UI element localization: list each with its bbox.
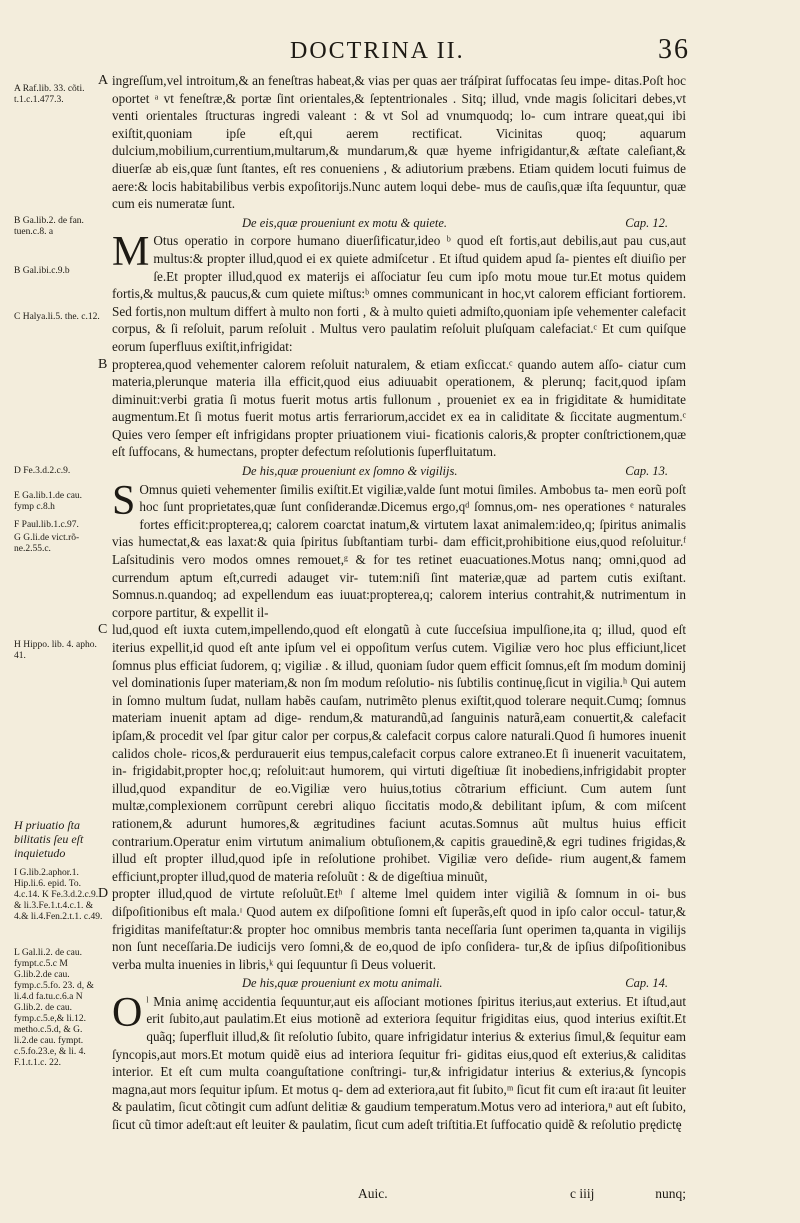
chapter-12-heading bbox=[112, 215, 686, 233]
margin-note-b2: B Gal.ibi.c.9.b bbox=[14, 266, 70, 276]
paragraph-3 bbox=[98, 356, 686, 462]
paragraph-5 bbox=[98, 621, 686, 885]
margin-note-b1: B Ga.lib.2. de fan. tuen.c.8. a bbox=[14, 216, 84, 237]
letter-marker-c: C bbox=[98, 622, 108, 638]
chapter-13-heading bbox=[112, 463, 686, 481]
paragraph-6 bbox=[98, 885, 686, 973]
paragraph-1-text: ingreſſum,vel introitum,& an feneſtras habeat,& vias per quas aer tráſpirat ſuffocatas ſeu impe- ditas.Poſt hoc oportet ᵃ vt feneſtræ,& portæ ſint orientales,& ſeptentrionales . Sitq; illud, vnde magis ſolicitari debes,vt venti orientales ſtructuras ingredi valeant : & vt Sol ad vnumquodq; lo- cum intrare queat,qui ibi exiſtit,quoniam ipſe eſt,qui aerem rectificat. Vicinitas quoq; aquarum dulcium,mobilium,currentium,multarum,& mundarum,& quæ hyeme infrigidantur,& æſtate caleſiant,& diuerſæ ab eis,quæ ſunt ſtantes, eſt res conueniens , & adiutorium præbens. Etiam quidem locuti fuimus de aere:& locis habitabilibus verbis expoſitorijs.Nunc autem loqui debe- mus de cauſis,quæ iſta ſequuntur, quæ cum eis numeratæ ſunt. bbox=[112, 73, 686, 212]
margin-note-c: C Halya.li.5. the. c.12. bbox=[14, 312, 100, 322]
paragraph-7 bbox=[112, 989, 686, 1134]
paragraph-4-text: Omnus quieti vehementer ſimilis exiſtit.Et vigiliæ,valde ſunt motui ſimiles. Ambobus ta- men eorũ poſt hoc ſunt proprietates,quæ ſunt conſiderandæ.Dicemus ergo,qᵈ ſomnus,om- nes operationes ᵉ naturales fortes efficit:propterea,q; calorem coarctat inatum,& virtutem laxat animalem:ideo,q; ſpiritus animalis vias humectat,& eas laxat:& quia ſpiritus ſubſtantiam turbi- dam efficit,prohibitione eius,quod reſoluitur.ᶠ Laſsitudinis vero modos omnes remouet,ᵍ & for tes retinet euacuationes.Motus nanq; omni,quod ad currendum aptum eſt,curredi adauget vir- tutem:niſi ſint materiæ,quæ ad partem cutis exiſtant. Somnus.n.quandoq; ad expellendum eas iuuat:propterea,q; calorem interius contrahit,& nutrimentum in corpore partitur, & expellit il- bbox=[112, 481, 686, 620]
margin-note-h-italic: H priuatio ſta bilitatis ſeu eſt inquietudo bbox=[14, 818, 84, 860]
signature-mark: c iiij bbox=[570, 1186, 595, 1201]
chapter-14-number: Cap. 14. bbox=[625, 976, 668, 991]
letter-marker-b: B bbox=[98, 356, 108, 372]
dropcap-s: S bbox=[112, 477, 136, 524]
catchword-left: Auic. bbox=[358, 1186, 388, 1201]
running-title: DOCTRINA II. bbox=[290, 38, 465, 64]
margin-note-i-k: I G.lib.2.aphor.1. Hip.li.6. epid. To. 4.c.14. K Fe.3.d.2.c.9. & li.3.Fe.1.t.4.c.1. & 4.& li.4.Fen.2.t.1. c.49. bbox=[14, 868, 103, 922]
margin-note-d: D Fe.3.d.2.c.9. bbox=[14, 466, 71, 476]
letter-marker-d: D bbox=[98, 886, 109, 902]
paragraph-6-text: propter illud,quod de virtute reſoluũt.Etʰ ſ alteme lmel quidem inter vigiliã & ſomnum in oi- bus diſpoſitionibus eſt mala.ᶦ Quod autem ex diſpoſitione ſomni eſt ſuperãs,eſt quod in ipſo calor occul- tatur,& frigiditas manifeſtatur:& propter hoc omnibus membris tanta neceſſaria ſunt operimen ta,quanta in vigilijs non ſunt neceſſaria.De iudicijs vero ſomni,& de eo,quod de ipſo conſidera- tur,& de ipſius diſpoſitionibus verba multa inuenies in libris,ᵏ qui ſequuntur ſi Deus voluerit. bbox=[112, 886, 686, 972]
dropcap-o: O bbox=[112, 989, 143, 1036]
margin-note-e: E Ga.lib.1.de cau. fymp c.8.h bbox=[14, 491, 83, 512]
dropcap-m: M bbox=[112, 229, 150, 276]
chapter-12-title: De eis,quæ proueniunt ex motu & quiete. bbox=[242, 215, 448, 230]
main-text bbox=[98, 72, 686, 1134]
margin-note-f: F Paul.lib.1.c.97. bbox=[14, 520, 79, 530]
margin-note-g: G G.li.de vict.rõ- ne.2.55.c. bbox=[14, 533, 80, 554]
chapter-14-heading bbox=[112, 975, 686, 993]
margin-note-l-n: L Gal.li.2. de cau. fympt.c.5.c M G.lib.2.de cau. fymp.c.5.fo. 23. d, & li.4.d fa.tu.c.6.a N G.lib.2. de cau. fymp.c.5.e,& li.12. metho.c.5.d, & G. li.2.de cau. fympt. c.5.fo.23.e, & li. 4. F.1.t.1.c. 22. bbox=[14, 948, 94, 1068]
paragraph-3-text: propterea,quod vehementer calorem reſoluit naturalem, & etiam exſiccat.ᶜ quando autem aſſo- ciatur cum materia,plerunque materia illa efficit,quod eius adiuuabit operationem, & plerunq; facit,quod ipſam diminuit:verbi gratia ſi motus fuerit motus artis fullonum , proueniet ex ea in frigiditate & humiditate augmentum.Et ſi motus fuerit motus artis ferrariorum,accidet ex ea in caliditate & ſiccitate augmentum.ᶜ Quies vero ſemper eſt infrigidans propter priuationem viui- ficationis caloris,& propter conſtrictionem,quæ eſt ſuffocans, & humectans, propter defectum reſolutionis ſuperfluitatum. bbox=[112, 356, 686, 460]
paragraph-2-text: Otus operatio in corpore humano diuerſificatur,ideo ᵇ quod eſt fortis,aut debilis,aut pau cus,aut multus:& propter illud,quod ei ex quiete admiſcetur . Et iſtud quidem apud ſa- pientes eſt diuiſio per ſe.Et propter illud,quod ex materijs ei aſſociatur ſeu cum ipſo motu moue tur.Et motus quidem fortis,& multus,& paucus,& cum quiete miſtus:ᵇ omnes communicant in hoc,vt calorem efficiant fortiorem. Sed fortis,non multum differt à multo non forti , & à multo quieti admiſto,quoniam ipſe vehementer calefacit corpus, & ſi reſoluit, parum reſoluit . Multus vero paulatim reſoluit pluſquam calefaciat.ᶜ Et cum quiſque eorum ſuperfluus exiſtit,infrigidat: bbox=[112, 233, 686, 354]
margin-note-h: H Hippo. lib. 4. apho. 41. bbox=[14, 640, 97, 661]
chapter-13-title: De his,quæ proueniunt ex ſomno & vigilijs. bbox=[242, 464, 458, 479]
folio-number: 36 bbox=[658, 34, 690, 65]
chapter-13-number: Cap. 13. bbox=[625, 464, 668, 479]
letter-marker-a: A bbox=[98, 73, 109, 88]
paragraph-5-text: lud,quod eſt iuxta cutem,impellendo,quod eſt elongatũ à cute ſucceſsiua impulſione,ita q; illud, quod eſt iterius expellit,id quod eſt ante ipſum vel ei oppoſitum verſus cutem. Vigiliæ vero hoc plus efficiunt,licet ſomnus plus efficiat ſudorem, q; vigiliæ . & illud, quoniam ſudor quem efficit ſomnus,eſt ſm modum dominij vel dominationis ſuper materiam,& non ſm modum reſolutio- nis ſubtilis continuę,ſicut in vigilia.ʰ Qui autem in ſomno multum ſudat, nullam habẽs cauſam, nutrimẽto plenus exiſtit,quod tolerare nequit.Cumq; ſomnus materiam inuenit aptam ad dige- rendum,& maturandũ,ad ſanguinis naturã,eam conuertit,& calefacit ipſam,& procedit vel ſpar gitur calor per corpus,& calefacit corpus calore naturali.Quod ſi humores inuenit calidos chole- ricos,& perdurauerit eius tempus,calefacit corpus calore extraneo.Et ſi inuenerit vacuitatem, in- frigidabit,propter hoc,q; reſoluit:aut humorem, qui virtuti digeſtiuæ ſit inobediens,infrigidabit propter illud,quod expanditur de eo.Vigiliæ vero huius,totius cõtrarium efficiunt. Cum autem ſunt multæ,complexionem corrũpunt cerebri aliquo ſiccitatis modo,& debilitant ipſum, & com miſcent rationem,& adurunt humores,& ægritudines faciunt acutas.Somnus aũt multus huius efficit contrarium.Operatur enim virtutum animalium obtuſionem,& capitis grauedinẽ,& egri tudines frigidas,& illud eſt propter illud,quod ipſe in reſolutione prohibet. Vigiliæ vero deſide- rium augent,& famem efficiunt,propter illud,quod de materia reſoluũt : & de digeſtiua minuũt, bbox=[112, 622, 686, 884]
catchword-right: nunq; bbox=[655, 1186, 686, 1201]
running-head bbox=[290, 34, 690, 65]
paragraph-4 bbox=[112, 477, 686, 622]
paragraph-7-text: ˡ Mnia animę accidentia ſequuntur,aut eis aſſociant motiones ſpiritus iterius,aut exterius. Et iſtud,aut erit ſubito,aut paulatim.Et eius motionẽ ad exteriora ſequitur frigiditas eius, quod interius exiſtit.Et quãq; ſuperfluit illud,& ſit reſolutio ſubito, quare infrigidatur interius & exterius ſimul,& ſequitur eam ſyncopis,aut mors.Et motum quidẽ eius ad interiora ſequitur fri- giditas eius,quod eſt exterius,& caliditas interior. Et eſt cum multa coanguſtatione conſtringi- tur,& infrigidatur interius & exterius,& ſyncopis magna,aut mors ſequitur ipſum. Et motus q- dem ad exteriora,aut fit ſubito,ᵐ ſicut fit cum eſt ira:aut ſit leuiter & paulatim, ſicut cõtingit cum adſunt delitiæ & gaudium temperatum.Motus vero ad interiora,ⁿ aut eſt ſubito, ſicut cũ timor adeſt:aut eſt leuiter & paulatim, ſicut cum adeſt triſtitia.Et ſuffocatio quidẽ & reſolutio prędictę bbox=[112, 993, 686, 1133]
chapter-14-title: De his,quæ proueniunt ex motu animali. bbox=[242, 976, 443, 991]
paragraph-1 bbox=[98, 72, 686, 213]
margin-note-a: A Raf.lib. 33. cõti. t.1.c.1.477.3. bbox=[14, 84, 85, 105]
paragraph-2 bbox=[112, 229, 686, 355]
chapter-12-number: Cap. 12. bbox=[625, 215, 668, 230]
